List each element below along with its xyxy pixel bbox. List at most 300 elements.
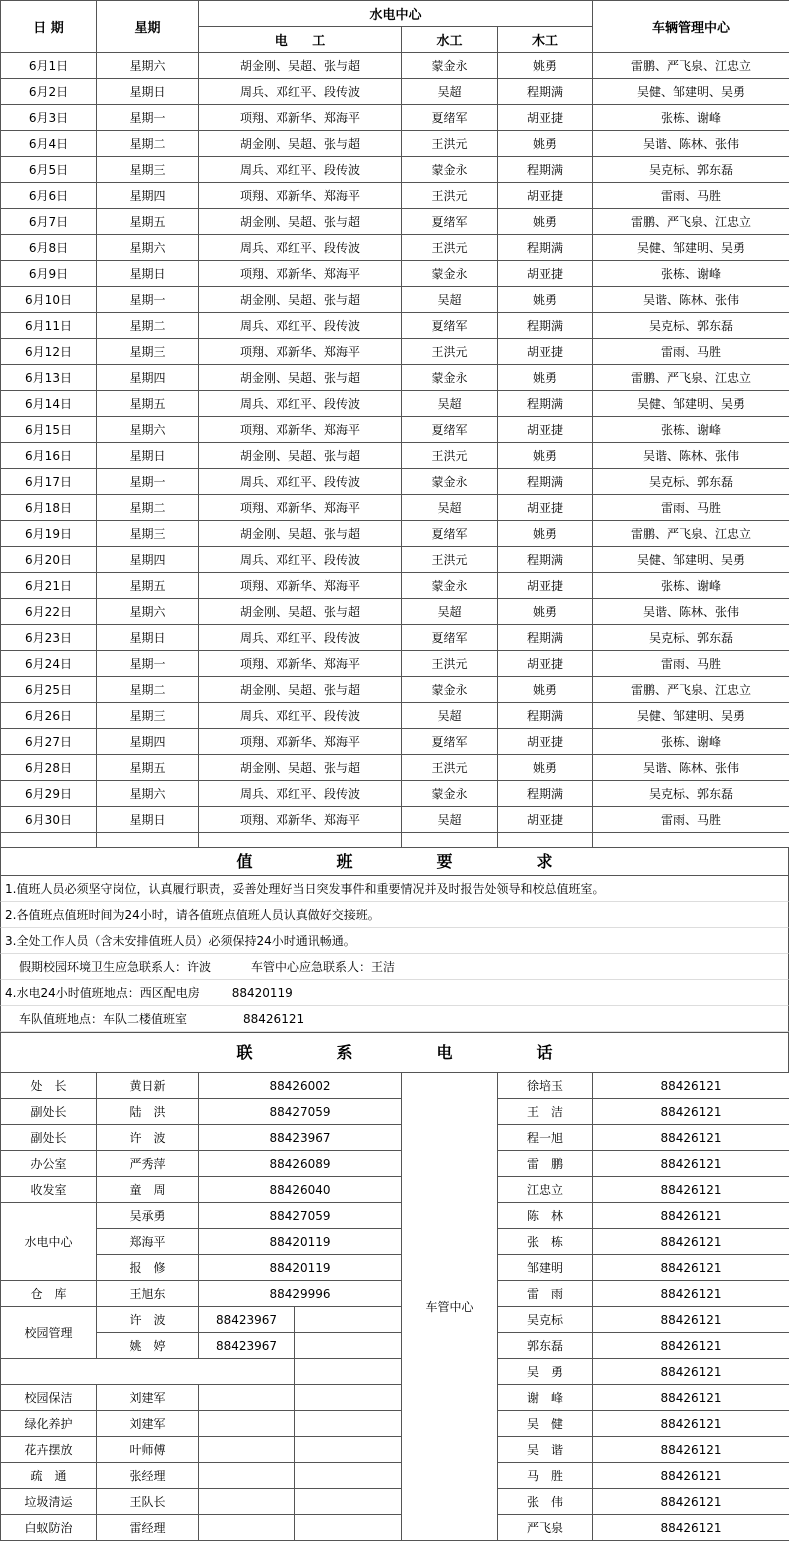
duty-row [1,781,789,807]
duty-date: 6月15日 [1,417,97,443]
duty-weekday: 星期六 [97,417,199,443]
duty-electricians: 周兵、邓红平、段传波 [199,79,402,105]
contact-name: 严秀萍 [97,1151,199,1177]
duty-plumber: 王洪元 [402,339,498,365]
contact-phone-body [1,1073,789,1541]
duty-vehicle-staff: 雷鹏、严飞泉、江忠立 [593,365,789,391]
vehicle-contact-phone: 88426121 [593,1463,789,1489]
duty-weekday: 星期三 [97,339,199,365]
contact-name: 郑海平 [97,1229,199,1255]
vehicle-contact-name: 程一旭 [498,1125,593,1151]
hydro-duty-phone: 88420119 [232,986,293,1000]
service-dept: 疏 通 [1,1463,97,1489]
duty-vehicle-staff: 雷鹏、严飞泉、江忠立 [593,521,789,547]
duty-date: 6月1日 [1,53,97,79]
duty-vehicle-staff: 雷雨、马胜 [593,183,789,209]
contact-row [1,1177,789,1203]
duty-date: 6月23日 [1,625,97,651]
duty-row [1,547,789,573]
duty-weekday: 星期二 [97,131,199,157]
duty-vehicle-staff: 吴克标、郭东磊 [593,781,789,807]
duty-date: 6月3日 [1,105,97,131]
duty-schedule-body [1,53,789,833]
contact-phone: 88423967 [199,1307,295,1333]
duty-row [1,157,789,183]
duty-electricians: 周兵、邓红平、段传波 [199,625,402,651]
duty-vehicle-staff: 吴健、邹建明、吴勇 [593,235,789,261]
duty-date: 6月25日 [1,677,97,703]
contact-dept: 副处长 [1,1125,97,1151]
duty-plumber: 王洪元 [402,443,498,469]
duty-carpenter: 程期满 [498,313,593,339]
contact-dept: 水电中心 [1,1203,97,1281]
duty-row [1,755,789,781]
contact-row [1,1099,789,1125]
empty-cell [199,1463,295,1489]
contacts-title-char: 电 [437,1033,453,1073]
header-date: 日 期 [1,1,97,53]
service-dept: 花卉摆放 [1,1437,97,1463]
service-contact-name: 雷经理 [97,1515,199,1541]
duty-weekday: 星期一 [97,105,199,131]
duty-plumber: 蒙金永 [402,469,498,495]
contact-row [1,1515,789,1541]
duty-weekday: 星期五 [97,209,199,235]
duty-vehicle-staff: 吴健、邹建明、吴勇 [593,79,789,105]
duty-electricians: 胡金刚、吴超、张与超 [199,521,402,547]
empty-cell [295,1359,402,1385]
empty-cell [199,1515,295,1541]
vehicle-contact-name: 张 伟 [498,1489,593,1515]
duty-date: 6月7日 [1,209,97,235]
duty-carpenter: 程期满 [498,781,593,807]
duty-plumber: 蒙金永 [402,157,498,183]
duty-date: 6月11日 [1,313,97,339]
vehicle-contact-phone: 88426121 [593,1177,789,1203]
requirement-4 [0,980,789,1006]
duty-electricians: 胡金刚、吴超、张与超 [199,209,402,235]
duty-electricians: 胡金刚、吴超、张与超 [199,755,402,781]
duty-date: 6月6日 [1,183,97,209]
duty-date: 6月26日 [1,703,97,729]
vehicle-contact-name: 邹建明 [498,1255,593,1281]
duty-electricians: 周兵、邓红平、段传波 [199,313,402,339]
duty-date: 6月4日 [1,131,97,157]
duty-row [1,79,789,105]
duty-date: 6月21日 [1,573,97,599]
duty-plumber: 吴超 [402,703,498,729]
duty-weekday: 星期二 [97,677,199,703]
vehicle-contact-name: 雷 鹏 [498,1151,593,1177]
fleet-duty-location: 车队值班地点：车队二楼值班室 [19,1012,187,1026]
duty-date: 6月17日 [1,469,97,495]
duty-row [1,365,789,391]
duty-vehicle-staff: 吴谐、陈林、张伟 [593,599,789,625]
contact-name: 报 修 [97,1255,199,1281]
contact-phone: 88426089 [199,1151,402,1177]
duty-date: 6月9日 [1,261,97,287]
hydro-duty-location: 4.水电24小时值班地点：西区配电房 [5,986,200,1000]
contact-row [1,1073,789,1099]
duty-electricians: 胡金刚、吴超、张与超 [199,131,402,157]
duty-carpenter: 程期满 [498,625,593,651]
requirements-title-char: 求 [537,848,553,876]
empty-cell [295,1437,402,1463]
duty-electricians: 项翔、邓新华、郑海平 [199,261,402,287]
duty-plumber: 夏绪军 [402,417,498,443]
duty-vehicle-staff: 吴谐、陈林、张伟 [593,287,789,313]
duty-row [1,521,789,547]
contact-row [1,1463,789,1489]
duty-vehicle-staff: 吴谐、陈林、张伟 [593,131,789,157]
duty-date: 6月19日 [1,521,97,547]
vehicle-contact-phone: 88426121 [593,1203,789,1229]
fleet-duty-line [0,1006,789,1032]
vehicle-contact-name: 吴 健 [498,1411,593,1437]
empty-cell [295,1333,402,1359]
duty-row [1,313,789,339]
requirements-title-char: 值 [236,848,252,876]
vehicle-contact-name: 张 栋 [498,1229,593,1255]
duty-electricians: 胡金刚、吴超、张与超 [199,287,402,313]
requirement-1: 1.值班人员必须坚守岗位，认真履行职责，妥善处理好当日突发事件和重要情况并及时报告处领导和校总值班室。 [0,876,789,902]
duty-carpenter: 程期满 [498,703,593,729]
duty-carpenter: 程期满 [498,547,593,573]
campus-emergency-contact: 假期校园环境卫生应急联系人：许波 [19,960,211,974]
duty-vehicle-staff: 吴谐、陈林、张伟 [593,755,789,781]
duty-weekday: 星期一 [97,469,199,495]
header-plumber: 水工 [402,27,498,53]
duty-electricians: 项翔、邓新华、郑海平 [199,495,402,521]
contact-dept: 处 长 [1,1073,97,1099]
vehicle-contact-phone: 88426121 [593,1099,789,1125]
duty-plumber: 吴超 [402,287,498,313]
duty-row [1,703,789,729]
duty-carpenter: 胡亚捷 [498,261,593,287]
duty-carpenter: 姚勇 [498,365,593,391]
duty-row [1,339,789,365]
contacts-title-char: 系 [336,1033,352,1073]
contacts-title-char: 话 [537,1033,553,1073]
contact-row [1,1307,789,1333]
header-weekday: 星期 [97,1,199,53]
duty-carpenter: 程期满 [498,235,593,261]
duty-electricians: 项翔、邓新华、郑海平 [199,729,402,755]
duty-weekday: 星期日 [97,807,199,833]
empty-cell [295,1515,402,1541]
contacts-title-char: 联 [236,1033,252,1073]
duty-plumber: 吴超 [402,391,498,417]
vehicle-contact-phone: 88426121 [593,1255,789,1281]
duty-row [1,807,789,833]
duty-weekday: 星期日 [97,443,199,469]
duty-vehicle-staff: 吴健、邹建明、吴勇 [593,391,789,417]
contact-row [1,1203,789,1229]
duty-electricians: 项翔、邓新华、郑海平 [199,417,402,443]
contact-phone: 88420119 [199,1255,402,1281]
vehicle-contact-name: 严飞泉 [498,1515,593,1541]
contact-phone: 88420119 [199,1229,402,1255]
service-dept: 白蚁防治 [1,1515,97,1541]
duty-carpenter: 姚勇 [498,755,593,781]
contact-dept: 收发室 [1,1177,97,1203]
duty-vehicle-staff: 雷雨、马胜 [593,651,789,677]
contact-dept: 校园管理 [1,1307,97,1359]
duty-date: 6月12日 [1,339,97,365]
duty-carpenter: 姚勇 [498,443,593,469]
vehicle-contact-name: 徐培玉 [498,1073,593,1099]
vehicle-contact-phone: 88426121 [593,1333,789,1359]
empty-cell [295,1307,402,1333]
contact-name: 许 波 [97,1125,199,1151]
vehicle-emergency-contact: 车管中心应急联系人：王洁 [251,960,395,974]
duty-plumber: 吴超 [402,495,498,521]
contact-name: 许 波 [97,1307,199,1333]
duty-plumber: 王洪元 [402,131,498,157]
duty-date: 6月28日 [1,755,97,781]
duty-row [1,599,789,625]
duty-plumber: 吴超 [402,79,498,105]
requirements-title-char: 班 [336,848,352,876]
contact-name: 王旭东 [97,1281,199,1307]
duty-carpenter: 姚勇 [498,53,593,79]
duty-carpenter: 程期满 [498,157,593,183]
duty-date: 6月20日 [1,547,97,573]
vehicle-contact-name: 马 胜 [498,1463,593,1489]
duty-carpenter: 姚勇 [498,599,593,625]
header-electrician: 电 工 [199,27,402,53]
vehicle-contact-name: 陈 林 [498,1203,593,1229]
duty-row [1,443,789,469]
vehicle-contact-name: 雷 雨 [498,1281,593,1307]
duty-plumber: 王洪元 [402,755,498,781]
contact-row [1,1489,789,1515]
duty-carpenter: 胡亚捷 [498,807,593,833]
duty-vehicle-staff: 雷鹏、严飞泉、江忠立 [593,53,789,79]
duty-vehicle-staff: 雷雨、马胜 [593,495,789,521]
duty-weekday: 星期三 [97,157,199,183]
duty-electricians: 周兵、邓红平、段传波 [199,703,402,729]
duty-plumber: 蒙金永 [402,53,498,79]
duty-weekday: 星期日 [97,79,199,105]
contact-phone: 88423967 [199,1125,402,1151]
duty-date: 6月22日 [1,599,97,625]
contact-row [1,1229,789,1255]
duty-carpenter: 胡亚捷 [498,183,593,209]
requirements-title-char: 要 [437,848,453,876]
contact-row [1,1255,789,1281]
vehicle-contact-phone: 88426121 [593,1437,789,1463]
vehicle-contact-name: 吴 谐 [498,1437,593,1463]
duty-row [1,131,789,157]
duty-electricians: 项翔、邓新华、郑海平 [199,339,402,365]
duty-weekday: 星期四 [97,547,199,573]
contact-name: 童 周 [97,1177,199,1203]
duty-plumber: 蒙金永 [402,677,498,703]
duty-plumber: 夏绪军 [402,625,498,651]
vehicle-contact-name: 吴 勇 [498,1359,593,1385]
vehicle-contact-phone: 88426121 [593,1385,789,1411]
duty-plumber: 夏绪军 [402,521,498,547]
duty-electricians: 周兵、邓红平、段传波 [199,157,402,183]
duty-weekday: 星期四 [97,729,199,755]
contact-dept: 仓 库 [1,1281,97,1307]
contact-row [1,1333,789,1359]
duty-electricians: 项翔、邓新华、郑海平 [199,573,402,599]
duty-weekday: 星期一 [97,651,199,677]
duty-plumber: 蒙金永 [402,781,498,807]
duty-weekday: 星期日 [97,261,199,287]
duty-vehicle-staff: 雷鹏、严飞泉、江忠立 [593,209,789,235]
service-dept: 校园保洁 [1,1385,97,1411]
duty-date: 6月14日 [1,391,97,417]
duty-date: 6月27日 [1,729,97,755]
duty-date: 6月24日 [1,651,97,677]
duty-electricians: 项翔、邓新华、郑海平 [199,651,402,677]
contact-phone: 88426040 [199,1177,402,1203]
contact-name: 姚 婷 [97,1333,199,1359]
duty-plumber: 吴超 [402,599,498,625]
vehicle-contact-name: 郭东磊 [498,1333,593,1359]
duty-weekday: 星期六 [97,235,199,261]
duty-plumber: 夏绪军 [402,313,498,339]
vehicle-center-label: 车管中心 [402,1073,498,1541]
duty-row [1,677,789,703]
duty-vehicle-staff: 吴克标、郭东磊 [593,625,789,651]
duty-electricians: 周兵、邓红平、段传波 [199,391,402,417]
duty-date: 6月18日 [1,495,97,521]
duty-carpenter: 姚勇 [498,677,593,703]
duty-plumber: 夏绪军 [402,729,498,755]
duty-vehicle-staff: 吴谐、陈林、张伟 [593,443,789,469]
duty-carpenter: 胡亚捷 [498,417,593,443]
duty-date: 6月5日 [1,157,97,183]
contact-row [1,1281,789,1307]
empty-cell [295,1411,402,1437]
contact-row [1,1151,789,1177]
duty-plumber: 蒙金永 [402,365,498,391]
duty-carpenter: 程期满 [498,469,593,495]
empty-cell [295,1463,402,1489]
duty-vehicle-staff: 张栋、谢峰 [593,105,789,131]
service-dept: 垃圾清运 [1,1489,97,1515]
requirements-title [0,848,789,876]
duty-electricians: 周兵、邓红平、段传波 [199,547,402,573]
duty-carpenter: 程期满 [498,391,593,417]
vehicle-contact-phone: 88426121 [593,1151,789,1177]
contact-dept: 副处长 [1,1099,97,1125]
emergency-contacts-line [0,954,789,980]
service-contact-name: 张经理 [97,1463,199,1489]
vehicle-contact-phone: 88426121 [593,1307,789,1333]
duty-electricians: 周兵、邓红平、段传波 [199,469,402,495]
vehicle-contact-phone: 88426121 [593,1073,789,1099]
vehicle-contact-phone: 88426121 [593,1359,789,1385]
duty-row [1,469,789,495]
service-contact-name: 王队长 [97,1489,199,1515]
service-contact-name: 叶师傅 [97,1437,199,1463]
duty-weekday: 星期四 [97,365,199,391]
vehicle-contact-phone: 88426121 [593,1515,789,1541]
header-hydro-center: 水电中心 [199,1,593,27]
contact-phone: 88427059 [199,1203,402,1229]
duty-date: 6月30日 [1,807,97,833]
duty-carpenter: 胡亚捷 [498,495,593,521]
contact-row [1,1359,789,1385]
contact-name: 陆 洪 [97,1099,199,1125]
duty-plumber: 王洪元 [402,235,498,261]
duty-plumber: 王洪元 [402,183,498,209]
contact-name: 吴承勇 [97,1203,199,1229]
duty-row [1,209,789,235]
contact-row [1,1125,789,1151]
fleet-duty-phone: 88426121 [243,1012,304,1026]
duty-vehicle-staff: 张栋、谢峰 [593,261,789,287]
duty-weekday: 星期五 [97,573,199,599]
duty-electricians: 周兵、邓红平、段传波 [199,781,402,807]
vehicle-contact-name: 王 洁 [498,1099,593,1125]
duty-electricians: 项翔、邓新华、郑海平 [199,183,402,209]
duty-electricians: 项翔、邓新华、郑海平 [199,807,402,833]
duty-carpenter: 姚勇 [498,521,593,547]
duty-carpenter: 程期满 [498,79,593,105]
duty-row [1,105,789,131]
duty-requirements [0,848,789,1072]
duty-vehicle-staff: 雷雨、马胜 [593,807,789,833]
duty-carpenter: 胡亚捷 [498,573,593,599]
empty-cell [199,1437,295,1463]
vehicle-contact-phone: 88426121 [593,1229,789,1255]
duty-date: 6月10日 [1,287,97,313]
service-contact-name: 刘建军 [97,1411,199,1437]
duty-carpenter: 胡亚捷 [498,339,593,365]
duty-carpenter: 胡亚捷 [498,651,593,677]
vehicle-contact-phone: 88426121 [593,1281,789,1307]
duty-weekday: 星期三 [97,521,199,547]
contacts-title [0,1032,789,1072]
duty-weekday: 星期日 [97,625,199,651]
vehicle-contact-phone: 88426121 [593,1489,789,1515]
empty-cell [1,1359,295,1385]
duty-row [1,183,789,209]
vehicle-contact-name: 江忠立 [498,1177,593,1203]
duty-row [1,261,789,287]
service-dept: 绿化养护 [1,1411,97,1437]
duty-plumber: 夏绪军 [402,105,498,131]
duty-weekday: 星期六 [97,781,199,807]
duty-carpenter: 姚勇 [498,209,593,235]
header-carpenter: 木工 [498,27,593,53]
duty-vehicle-staff: 吴健、邹建明、吴勇 [593,703,789,729]
duty-vehicle-staff: 张栋、谢峰 [593,729,789,755]
duty-vehicle-staff: 吴健、邹建明、吴勇 [593,547,789,573]
duty-row [1,495,789,521]
duty-vehicle-staff: 张栋、谢峰 [593,573,789,599]
duty-electricians: 胡金刚、吴超、张与超 [199,443,402,469]
duty-row [1,235,789,261]
vehicle-contact-phone: 88426121 [593,1125,789,1151]
duty-electricians: 胡金刚、吴超、张与超 [199,365,402,391]
duty-weekday: 星期六 [97,53,199,79]
duty-weekday: 星期五 [97,391,199,417]
requirement-2: 2.各值班点值班时间为24小时，请各值班点值班人员认真做好交接班。 [0,902,789,928]
duty-plumber: 蒙金永 [402,573,498,599]
duty-electricians: 胡金刚、吴超、张与超 [199,599,402,625]
contact-row [1,1437,789,1463]
contact-name: 黄日新 [97,1073,199,1099]
duty-plumber: 吴超 [402,807,498,833]
duty-electricians: 项翔、邓新华、郑海平 [199,105,402,131]
